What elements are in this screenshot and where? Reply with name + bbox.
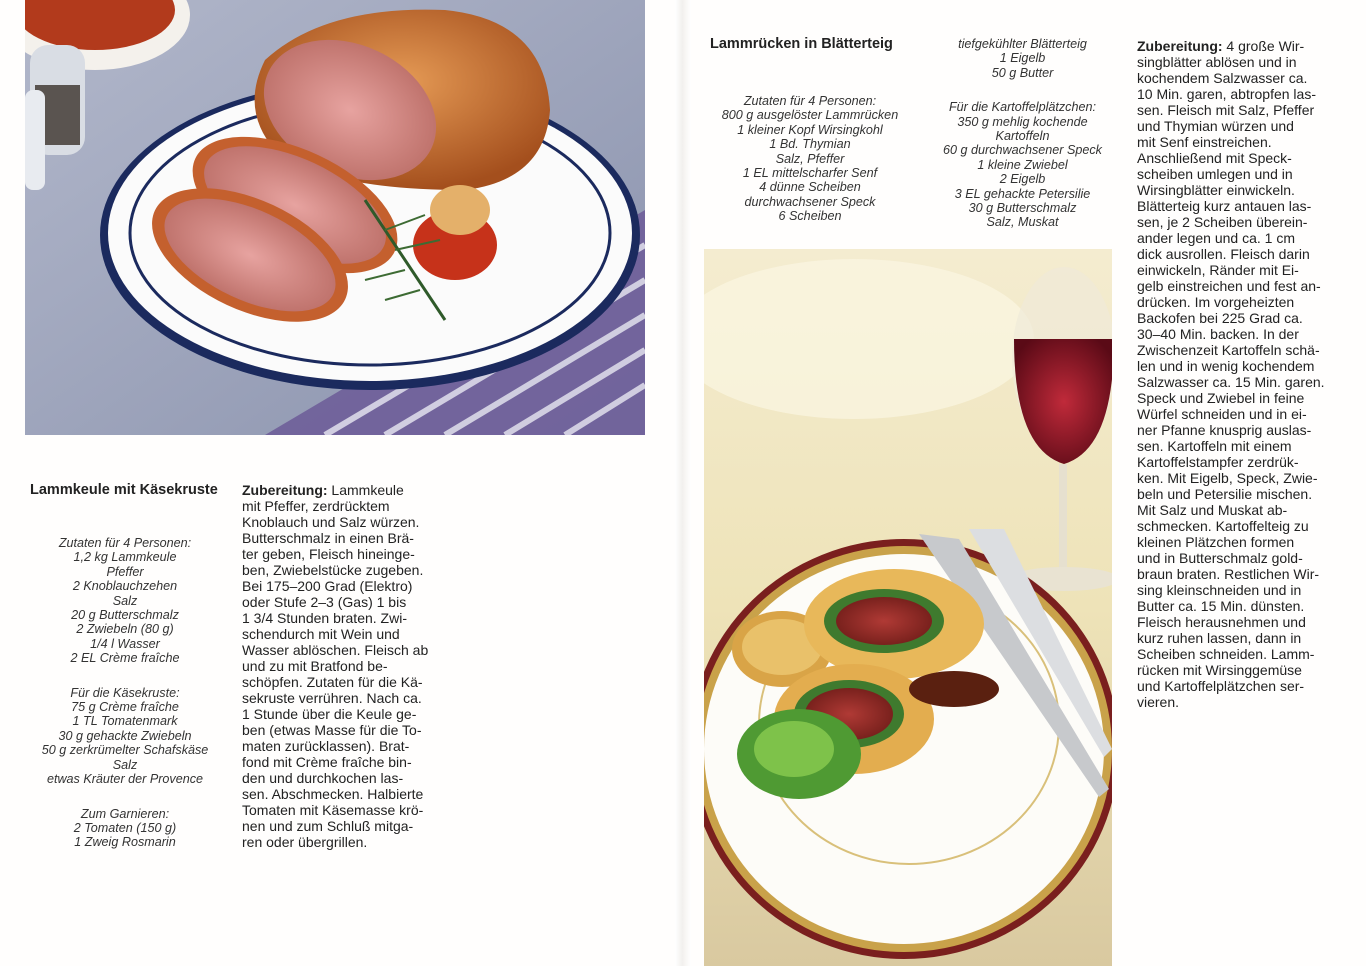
prep-line: drücken. Im vorgeheizten <box>1137 294 1295 310</box>
prep-line <box>1137 38 1337 54</box>
ingredient-line: 1/4 l Wasser <box>90 636 160 651</box>
prep-line: ken. Mit Eigelb, Speck, Zwie- <box>1137 470 1318 486</box>
ingredient-line: 1 Bd. Thymian <box>769 137 851 152</box>
prep-line: schendurch mit Wein und <box>242 626 400 642</box>
prep-line: Salzwasser ca. 15 Min. garen. <box>1137 374 1325 390</box>
ingredient-line: Für die Kartoffelplätzchen: <box>948 100 1096 115</box>
ingredient-line: 2 Eigelb <box>999 172 1046 187</box>
prep-line: Wasser ablöschen. Fleisch ab <box>242 642 429 658</box>
ingredient-line: 1 kleine Zwiebel <box>977 157 1068 172</box>
prep-line: schmecken. Kartoffelteig zu <box>1137 518 1309 534</box>
prep-line: Scheiben schneiden. Lamm- <box>1137 646 1315 662</box>
ingredient-line: Zutaten für 4 Personen: <box>58 536 192 550</box>
recipe-title-lamb-saddle: Lammrücken in Blätterteig <box>710 36 893 52</box>
prep-line: einwickeln, Ränder mit Ei- <box>1137 262 1299 278</box>
ingredient-line: Salz <box>112 757 138 772</box>
ingredient-line: durchwachsener Speck <box>744 194 876 209</box>
ingredient-line: 800 g ausgelöster Lammrücken <box>721 108 899 123</box>
prep-line: vieren. <box>1137 694 1180 710</box>
prep-line: ander legen und ca. 1 cm <box>1137 230 1295 246</box>
prep-line: 10 Min. garen, abtropfen las- <box>1137 86 1316 102</box>
ingredient-line: Salz <box>112 593 138 608</box>
ingredient-line: 30 g gehackte Zwiebeln <box>58 728 192 743</box>
ingredient-line: 6 Scheiben <box>778 209 842 224</box>
prep-line: sen. Kartoffeln mit einem <box>1137 438 1292 454</box>
prep-line: und Kartoffelplätzchen ser- <box>1137 678 1305 694</box>
lamb-leg-photo <box>25 0 645 435</box>
ingredients-lamb-leg <box>20 536 230 850</box>
ingredient-line: 2 Zwiebeln (80 g) <box>76 622 174 637</box>
prep-line: maten zurücklassen). Brat- <box>242 738 410 754</box>
ingredient-line: 20 g Butterschmalz <box>71 608 179 623</box>
ingredient-line: Kartoffeln <box>995 129 1050 144</box>
preparation-lamb-leg <box>242 482 442 850</box>
prep-line: ben (etwas Masse für die To- <box>242 722 422 738</box>
prep-line: ter geben, Fleisch hineinge- <box>242 546 415 562</box>
ingredient-line: etwas Kräuter der Provence <box>46 772 204 787</box>
prep-text: 4 große Wir- <box>1222 38 1305 54</box>
prep-line: Würfel schneiden und in ei- <box>1137 406 1307 422</box>
prep-line: Bei 175–200 Grad (Elektro) <box>242 578 413 594</box>
ingredient-line: 1 kleiner Kopf Wirsingkohl <box>737 122 883 137</box>
prep-line: mit Senf einstreichen. <box>1137 134 1272 150</box>
prep-label: Zubereitung: <box>1137 38 1223 54</box>
prep-line: Fleisch herausnehmen und <box>1137 614 1306 630</box>
prep-line: len und in wenig kochendem <box>1137 358 1315 374</box>
prep-line: Butterschmalz in einen Brä- <box>242 530 414 546</box>
prep-line: ren oder übergrillen. <box>242 834 368 850</box>
ingredient-line: Pfeffer <box>106 564 144 579</box>
prep-line: dick ausrollen. Fleisch darin <box>1137 246 1310 262</box>
prep-line: scheiben umlegen und in <box>1137 166 1293 182</box>
ingredient-group <box>20 536 230 666</box>
prep-line: fond mit Crème fraîche bin- <box>242 754 412 770</box>
prep-line: beln und Petersilie mischen. <box>1137 486 1313 502</box>
prep-line: und in Butterschmalz gold- <box>1137 550 1303 566</box>
ingredient-line: Salz, Muskat <box>986 215 1059 230</box>
prep-line: gelb einstreichen und fest an- <box>1137 278 1321 294</box>
prep-line: den und durchkochen las- <box>242 770 404 786</box>
ingredient-line: 50 g zerkrümelter Schafskäse <box>41 743 209 758</box>
ingredient-line: Für die Käsekruste: <box>70 685 180 700</box>
prep-text: Lammkeule <box>327 482 404 498</box>
prep-line: mit Pfeffer, zerdrücktem <box>242 498 390 514</box>
prep-line: Mit Salz und Muskat ab- <box>1137 502 1288 518</box>
prep-line: Knoblauch und Salz würzen. <box>242 514 420 530</box>
ingredient-line: 2 Knoblauchzehen <box>72 579 178 594</box>
preparation-lamb-saddle <box>1137 38 1337 710</box>
prep-line: und zu mit Bratfond be- <box>242 658 388 674</box>
prep-line: Backofen bei 225 Grad ca. <box>1137 310 1303 326</box>
ingredient-group <box>20 686 230 787</box>
prep-line: schöpfen. Zutaten für die Kä- <box>242 674 423 690</box>
ingredient-group <box>925 100 1120 230</box>
ingredient-line: 4 dünne Scheiben <box>759 180 861 195</box>
ingredient-group <box>705 94 915 224</box>
book-gutter <box>675 0 691 966</box>
prep-line: nen und zum Schluß mitga- <box>242 818 414 834</box>
ingredient-line: 1 Zweig Rosmarin <box>74 835 176 850</box>
prep-line: sen. Fleisch mit Salz, Pfeffer <box>1137 102 1315 118</box>
prep-line: Kartoffelstampfer zerdrük- <box>1137 454 1299 470</box>
prep-line: singblätter ablösen und in <box>1137 54 1297 70</box>
ingredient-line: 2 EL Crème fraîche <box>70 651 180 666</box>
ingredient-line: Salz, Pfeffer <box>775 151 845 166</box>
ingredient-line: 30 g Butterschmalz <box>968 201 1077 216</box>
prep-line: Zwischenzeit Kartoffeln schä- <box>1137 342 1320 358</box>
prep-line: ner Pfanne knusprig auslas- <box>1137 422 1312 438</box>
ingredient-line: 75 g Crème fraîche <box>71 700 179 715</box>
prep-line: Tomaten mit Käsemasse krö- <box>242 802 424 818</box>
ingredient-line: 50 g Butter <box>991 65 1054 80</box>
prep-line: Blätterteig kurz antauen las- <box>1137 198 1312 214</box>
ingredient-line: 1 Eigelb <box>999 51 1046 66</box>
ingredients-lamb-saddle-col2 <box>925 37 1120 230</box>
prep-line: kleinen Plätzchen formen <box>1137 534 1295 550</box>
ingredient-line: Zum Garnieren: <box>80 806 170 821</box>
prep-line: Butter ca. 15 Min. dünsten. <box>1137 598 1305 614</box>
prep-line: Speck und Zwiebel in feine <box>1137 390 1305 406</box>
prep-line: sen. Abschmecken. Halbierte <box>242 786 424 802</box>
ingredient-group <box>20 807 230 850</box>
prep-line: oder Stufe 2–3 (Gas) 1 bis <box>242 594 407 610</box>
ingredients-lamb-saddle-col1 <box>705 94 915 224</box>
ingredient-line: 1 TL Tomatenmark <box>72 714 178 729</box>
prep-line <box>242 482 442 498</box>
prep-line: sekruste verrühren. Nach ca. <box>242 690 422 706</box>
ingredient-group <box>925 37 1120 80</box>
ingredient-line: 1,2 kg Lammkeule <box>73 550 177 565</box>
prep-line: ben, Zwiebelstücke zugeben. <box>242 562 424 578</box>
lamb-saddle-photo <box>704 249 1112 966</box>
ingredient-line: 2 Tomaten (150 g) <box>73 820 177 835</box>
prep-line: sing kleinschneiden und in <box>1137 582 1302 598</box>
ingredient-line: 350 g mehlig kochende <box>957 114 1088 129</box>
prep-line: 30–40 Min. backen. In der <box>1137 326 1299 342</box>
prep-line: und Thymian würzen und <box>1137 118 1294 134</box>
prep-line: Wirsingblätter einwickeln. <box>1137 182 1295 198</box>
prep-line: sen, je 2 Scheiben überein- <box>1137 214 1308 230</box>
prep-line: 1 Stunde über die Keule ge- <box>242 706 417 722</box>
ingredient-line: 1 EL mittelscharfer Senf <box>742 166 878 181</box>
prep-line: kurz ruhen lassen, dann in <box>1137 630 1302 646</box>
ingredient-line: 60 g durchwachsener Speck <box>943 143 1102 158</box>
prep-label: Zubereitung: <box>242 482 328 498</box>
ingredient-line: Zutaten für 4 Personen: <box>743 94 877 108</box>
recipe-title-lamb-leg: Lammkeule mit Käsekruste <box>30 482 218 498</box>
prep-line: rücken mit Wirsinggemüse <box>1137 662 1302 678</box>
ingredient-line: tiefgekühlter Blätterteig <box>958 37 1087 51</box>
prep-line: braun braten. Restlichen Wir- <box>1137 566 1320 582</box>
ingredient-line: 3 EL gehackte Petersilie <box>954 186 1091 201</box>
prep-line: kochendem Salzwasser ca. <box>1137 70 1308 86</box>
prep-line: Anschließend mit Speck- <box>1137 150 1292 166</box>
prep-line: 1 3/4 Stunden braten. Zwi- <box>242 610 407 626</box>
